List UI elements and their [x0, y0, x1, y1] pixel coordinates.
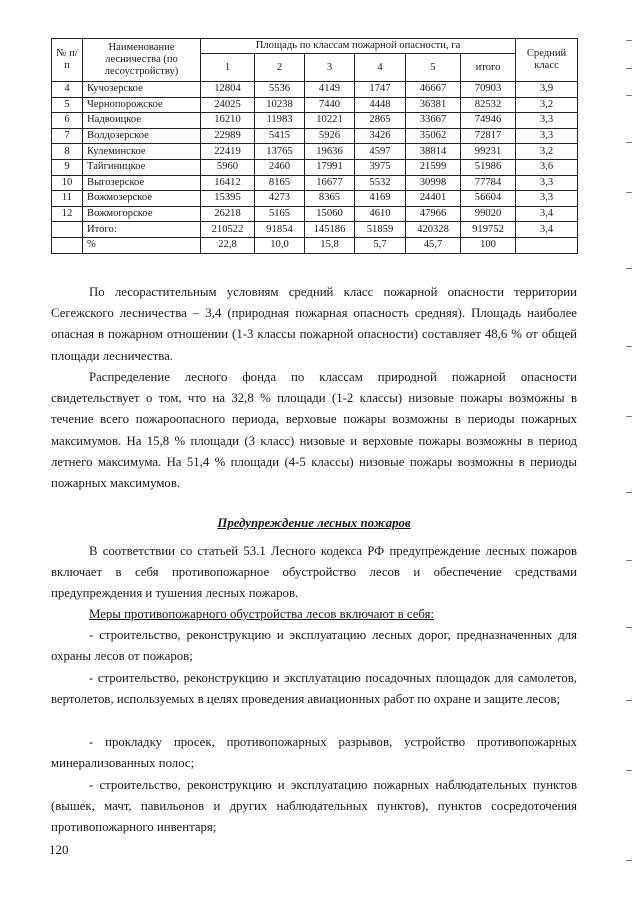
cell-c2: 10238 — [255, 97, 305, 113]
cell-c4: 3426 — [355, 128, 406, 144]
cell-c1: 26218 — [201, 206, 255, 222]
cell-c3: 15060 — [305, 206, 355, 222]
cell-c3: 10221 — [305, 113, 355, 129]
table-total-row — [52, 222, 578, 238]
cell-c2: 11983 — [255, 113, 305, 129]
cell-c5: 30998 — [406, 175, 461, 191]
cell-c1: 24025 — [201, 97, 255, 113]
cell-total: 82532 — [461, 97, 516, 113]
cell-c1: 5960 — [201, 159, 255, 175]
cell-num: 7 — [52, 128, 83, 144]
table-percent-row — [52, 237, 578, 253]
cell-c1: 16210 — [201, 113, 255, 129]
cell-num: 9 — [52, 159, 83, 175]
cell-c4: 1747 — [355, 82, 406, 98]
header-class-5: 5 — [406, 54, 461, 82]
section-heading: Предупреждение лесных пожаров — [217, 516, 411, 530]
cell-total: 100 — [461, 237, 516, 253]
table-row — [52, 97, 578, 113]
cell-c1: 15395 — [201, 191, 255, 207]
header-name: Наименование лесничества (по лесоустройству) — [83, 39, 201, 82]
cell-c3: 7440 — [305, 97, 355, 113]
page-number: 120 — [49, 842, 69, 857]
cell-c3: 145186 — [305, 222, 355, 238]
cell-c3: 15,8 — [305, 237, 355, 253]
cell-c4: 5,7 — [355, 237, 406, 253]
bullet-observation-posts: - строительство, реконструкцию и эксплуатацию пожарных наблюдательных пунктов (вышек, мачт, павильонов и других наблюдательных пунктов), пунктов сосредоточения противопожарного инвентаря; — [51, 778, 577, 835]
cell-c1: 210522 — [201, 222, 255, 238]
cell-c2: 5415 — [255, 128, 305, 144]
header-class-3: 3 — [305, 54, 355, 82]
cell-c2: 2460 — [255, 159, 305, 175]
header-num: № п/п — [52, 39, 83, 82]
cell-avg: 3,3 — [516, 128, 578, 144]
table-row — [52, 159, 578, 175]
cell-c4: 2865 — [355, 113, 406, 129]
cell-avg: 3,6 — [516, 159, 578, 175]
cell-c2: 10,0 — [255, 237, 305, 253]
cell-name: Кучозерское — [83, 82, 201, 98]
cell-c2: 4273 — [255, 191, 305, 207]
cell-avg: 3,2 — [516, 97, 578, 113]
paragraph-measures-intro — [51, 604, 577, 625]
cell-num: 8 — [52, 144, 83, 160]
cell-total: 51986 — [461, 159, 516, 175]
cell-total: 99020 — [461, 206, 516, 222]
cell-c4: 5532 — [355, 175, 406, 191]
cell-c5: 46667 — [406, 82, 461, 98]
cell-c1: 22989 — [201, 128, 255, 144]
cell-name: Надвоицкое — [83, 113, 201, 129]
cell-c3: 17991 — [305, 159, 355, 175]
cell-c2: 13765 — [255, 144, 305, 160]
cell-c4: 4448 — [355, 97, 406, 113]
cell-num: 10 — [52, 175, 83, 191]
paragraph-distribution: Распределение лесного фонда по классам природной пожарной опасности свидетельствует о том, что на 32,8 % площади (1-2 классы) низовые пожары возможны в течение всего пожароопасного периода, верховые пожары возможны в периоды пожарных максимумов. На 15,8 % площади (3 класс) низовые и верховые пожары возможны в период летнего максимума. На 51,4 % площади (4-5 классы) низовые пожары возможны в периоды пожарных максимумов. — [51, 370, 577, 491]
header-class-2: 2 — [255, 54, 305, 82]
cell-name: Вожмозерское — [83, 191, 201, 207]
cell-avg — [516, 237, 578, 253]
cell-num: 5 — [52, 97, 83, 113]
cell-total: 72817 — [461, 128, 516, 144]
cell-c1: 22,8 — [201, 237, 255, 253]
cell-avg: 3,9 — [516, 82, 578, 98]
cell-c4: 4610 — [355, 206, 406, 222]
cell-c5: 38814 — [406, 144, 461, 160]
cell-c5: 47966 — [406, 206, 461, 222]
cell-total: 77784 — [461, 175, 516, 191]
cell-num: 4 — [52, 82, 83, 98]
cell-c3: 19636 — [305, 144, 355, 160]
cell-num: 11 — [52, 191, 83, 207]
cell-c4: 51859 — [355, 222, 406, 238]
cell-total: 56604 — [461, 191, 516, 207]
cell-avg: 3,4 — [516, 206, 578, 222]
header-class-4: 4 — [355, 54, 406, 82]
cell-name: % — [83, 237, 201, 253]
cell-c5: 35062 — [406, 128, 461, 144]
cell-c3: 8365 — [305, 191, 355, 207]
bullet-landing-sites: - строительство, реконструкцию и эксплуатацию посадочных площадок для самолетов, вертолетов, используемых в целях проведения авиационных работ по охране и защите лесов; — [51, 671, 577, 707]
cell-c5: 21599 — [406, 159, 461, 175]
cell-c1: 22419 — [201, 144, 255, 160]
cell-avg: 3,3 — [516, 191, 578, 207]
cell-c2: 5165 — [255, 206, 305, 222]
cell-avg: 3,4 — [516, 222, 578, 238]
cell-total: 70903 — [461, 82, 516, 98]
bullet-roads: - строительство, реконструкцию и эксплуатацию лесных дорог, предназначенных для охраны лесов от пожаров; — [51, 628, 577, 664]
cell-c4: 3975 — [355, 159, 406, 175]
bullet-clearings: - прокладку просек, противопожарных разрывов, устройство противопожарных минерализованных полос; — [51, 735, 577, 771]
table-row — [52, 128, 578, 144]
header-area-group: Площадь по классам пожарной опасности, га — [201, 39, 516, 54]
cell-c2: 5536 — [255, 82, 305, 98]
cell-total: 74946 — [461, 113, 516, 129]
header-class-total: итого — [461, 54, 516, 82]
table-row — [52, 175, 578, 191]
cell-avg: 3,2 — [516, 144, 578, 160]
cell-num: 6 — [52, 113, 83, 129]
cell-c5: 36381 — [406, 97, 461, 113]
table-row — [52, 206, 578, 222]
cell-c1: 12804 — [201, 82, 255, 98]
cell-avg: 3,3 — [516, 113, 578, 129]
table-row — [52, 144, 578, 160]
cell-c5: 45,7 — [406, 237, 461, 253]
paragraph-average-class: По лесорастительным условиям средний класс пожарной опасности территории Сегежского лесничества – 3,4 (природная пожарная опасность средняя). Площадь наиболее опасная в пожарном отношении (1-3 классы пожарной опасности) составляет 48,6 % от общей площади лесничества. — [51, 285, 577, 363]
cell-name: Выгозерское — [83, 175, 201, 191]
cell-c5: 24401 — [406, 191, 461, 207]
cell-c3: 16677 — [305, 175, 355, 191]
cell-c5: 33667 — [406, 113, 461, 129]
cell-num — [52, 237, 83, 253]
cell-c1: 16412 — [201, 175, 255, 191]
cell-avg: 3,3 — [516, 175, 578, 191]
header-class-1: 1 — [201, 54, 255, 82]
cell-c2: 91854 — [255, 222, 305, 238]
cell-name: Итого: — [83, 222, 201, 238]
cell-name: Вожмогорское — [83, 206, 201, 222]
cell-c3: 5926 — [305, 128, 355, 144]
header-avg-class: Средний класс — [516, 39, 578, 82]
cell-name: Чернопорожское — [83, 97, 201, 113]
cell-name: Волдозерское — [83, 128, 201, 144]
cell-total: 919752 — [461, 222, 516, 238]
table-row — [52, 113, 578, 129]
cell-num — [52, 222, 83, 238]
cell-num: 12 — [52, 206, 83, 222]
measures-intro-text: Меры противопожарного обустройства лесов включают в себя: — [89, 607, 435, 621]
cell-c4: 4169 — [355, 191, 406, 207]
paragraph-article: В соответствии со статьей 53.1 Лесного кодекса РФ предупреждение лесных пожаров включает в себя противопожарное обустройство лесов и обеспечение средствами предупреждения и тушения лесных пожаров. — [51, 544, 577, 601]
cell-name: Кулеминское — [83, 144, 201, 160]
cell-name: Тайгиницкое — [83, 159, 201, 175]
cell-c4: 4597 — [355, 144, 406, 160]
cell-total: 99231 — [461, 144, 516, 160]
cell-c5: 420328 — [406, 222, 461, 238]
table-row — [52, 82, 578, 98]
table-row — [52, 191, 578, 207]
fire-danger-table — [51, 38, 578, 254]
cell-c2: 8165 — [255, 175, 305, 191]
cell-c3: 4149 — [305, 82, 355, 98]
